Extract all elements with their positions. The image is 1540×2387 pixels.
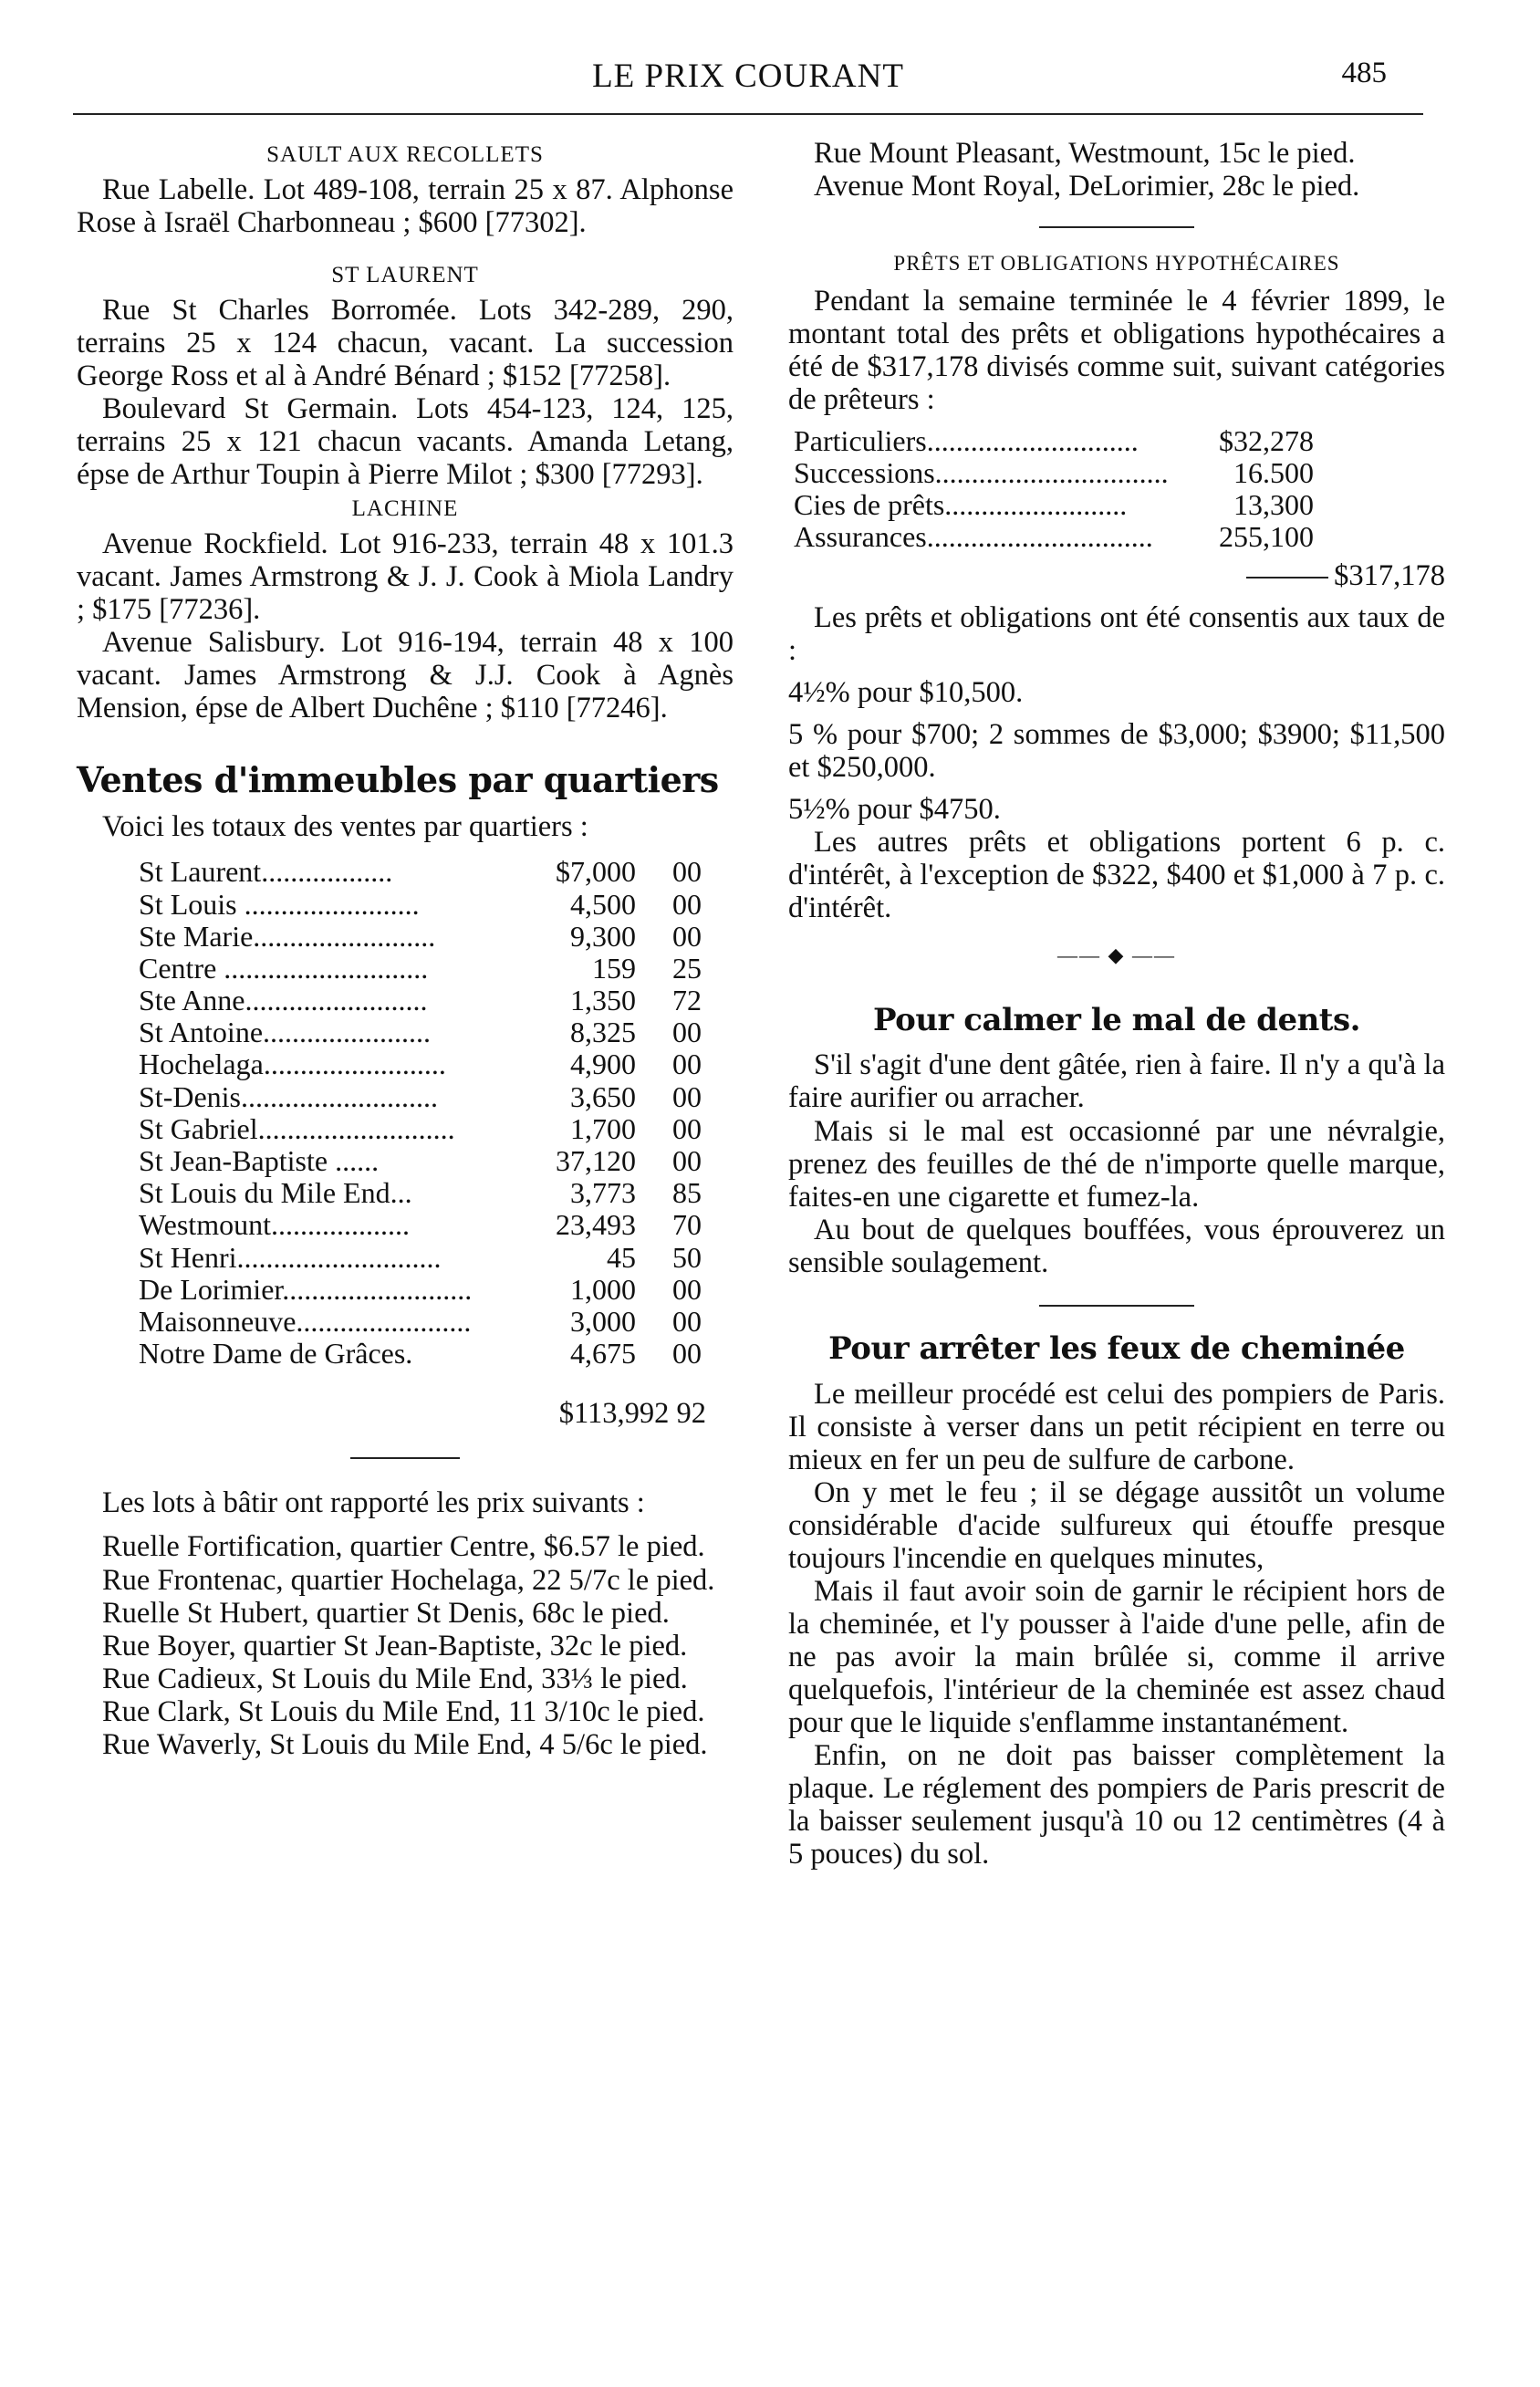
divider (1039, 226, 1194, 228)
district-cents: 25 (672, 951, 702, 985)
table-row (139, 1338, 702, 1370)
rate-line: 5 % pour $700; 2 sommes de $3,000; $3900; $11,500 et $250,000. (788, 717, 1445, 784)
district-amount: 1,000 (570, 1272, 636, 1306)
header-rule (73, 113, 1423, 115)
lender-category: Cies de prêts......................... (794, 488, 1128, 522)
district-name: St Louis du Mile End... (139, 1176, 412, 1210)
district-name: Notre Dame de Grâces. (139, 1337, 413, 1371)
journal-title: LE PRIX COURANT (592, 57, 904, 95)
district-cents: 85 (672, 1176, 702, 1210)
table-row (794, 521, 1314, 553)
district-amount: 3,000 (570, 1304, 636, 1338)
district-amount: 9,300 (570, 919, 636, 953)
paragraph: Boulevard St Germain. Lots 454-123, 124, 125, terrains 25 x 121 chacun vacants. Amanda Letang, épse de Arthur Toupin à Pierre Milot ; $300 [77293]. (77, 391, 734, 491)
divider (1039, 1305, 1194, 1307)
totals-table (139, 856, 702, 1370)
district-amount: 3,650 (570, 1079, 636, 1113)
district-name: Ste Marie......................... (139, 919, 436, 953)
district-name: Westmount................... (139, 1208, 410, 1242)
district-amount: 37,120 (556, 1144, 636, 1178)
district-amount: $7,000 (556, 855, 636, 889)
total-dash (1246, 577, 1328, 579)
district-cents: 00 (672, 1304, 702, 1338)
lot-entry: Ruelle Fortification, quartier Centre, $6.57 le pied. (102, 1530, 705, 1564)
table-row (139, 1177, 702, 1209)
district-name: St Louis ........................ (139, 887, 420, 921)
rate-line: 5½% pour $4750. (788, 793, 1001, 827)
district-cents: 70 (672, 1208, 702, 1242)
lender-category: Particuliers............................. (794, 423, 1139, 457)
lender-amount: 13,300 (1233, 488, 1314, 522)
district-cents: 72 (672, 984, 702, 1017)
district-cents: 50 (672, 1240, 702, 1274)
paragraph: Mais si le mal est occasionné par une névralgie, prenez des feuilles de thé de n'importe quelle marque, faites-en une cigarette et fumez-la. (788, 1114, 1445, 1214)
paragraph: Les autres prêts et obligations portent 6 p. c. d'intérêt, à l'exception de $322, $400 et $1,000 à 7 p. c. d'intérêt. (788, 826, 1445, 925)
table-row (139, 1016, 702, 1048)
right-column (788, 137, 1445, 1871)
district-cents: 00 (672, 1016, 702, 1049)
table-row (139, 889, 702, 921)
table-row (139, 1113, 702, 1145)
district-amount: 4,900 (570, 1048, 636, 1081)
paragraph: Mais il faut avoir soin de garnir le récipient hors de la cheminée, et l'y pousser à l'aide d'une pelle, afin de ne pas avoir la main brûlée si, comme il arrive quelquefois, l'intérieur de la cheminée est assez chaud pour que le liquide s'enflamme instantanément. (788, 1574, 1445, 1740)
district-name: St Henri............................ (139, 1240, 442, 1274)
paragraph: Rue St Charles Borromée. Lots 342-289, 290, terrains 25 x 124 chacun, vacant. La succession George Ross et al à André Bénard ; $152 [77258]. (77, 293, 734, 392)
lender-amount: $32,278 (1219, 423, 1314, 457)
lender-amount: 255,100 (1219, 520, 1314, 554)
paragraph: Au bout de quelques bouffées, vous éprouverez un sensible soulagement. (788, 1213, 1445, 1279)
district-cents: 00 (672, 1337, 702, 1371)
district-name: St Antoine....................... (139, 1016, 432, 1049)
district-name: St Laurent.................. (139, 855, 393, 889)
district-name: Ste Anne......................... (139, 984, 428, 1017)
lot-entry: Rue Cadieux, St Louis du Mile End, 33⅓ le pied. (102, 1662, 688, 1695)
lender-category: Assurances............................... (794, 520, 1153, 554)
paragraph: Les prêts et obligations ont été consentis aux taux de : (788, 600, 1445, 667)
ventes-title: Ventes d'immeubles par quartiers (77, 759, 719, 801)
lot-entry: Rue Boyer, quartier St Jean-Baptiste, 32c le pied. (102, 1629, 688, 1663)
lots-intro: Les lots à bâtir ont rapporté les prix suivants : (102, 1486, 645, 1520)
district-cents: 00 (672, 1048, 702, 1081)
district-amount: 4,500 (570, 887, 636, 921)
table-row (794, 425, 1314, 457)
paragraph: Le meilleur procédé est celui des pompiers de Paris. Il consiste à verser dans un petit récipient en terre ou mieux en fer un peu de sulfure de carbone. (788, 1377, 1445, 1476)
district-amount: 45 (607, 1240, 636, 1274)
table-row (139, 921, 702, 953)
district-amount: 3,773 (570, 1176, 636, 1210)
district-name: St Jean-Baptiste ...... (139, 1144, 380, 1178)
district-name: Centre ............................ (139, 951, 429, 985)
loans-table (794, 425, 1314, 554)
paragraph: Enfin, on ne doit pas baisser complètement la plaque. Le réglement des pompiers de Paris prescrit de la baisser seulement jusqu'à 10 ou 12 centimètres (4 à 5 pouces) du sol. (788, 1739, 1445, 1871)
table-row (139, 1209, 702, 1241)
table-row (139, 1242, 702, 1274)
district-cents: 00 (672, 1079, 702, 1113)
section-heading-prets: PRÊTS ET OBLIGATIONS HYPOTHÉCAIRES (893, 252, 1340, 276)
rate-line: 4½% pour $10,500. (788, 675, 1024, 709)
dents-title: Pour calmer le mal de dents. (872, 1001, 1360, 1038)
district-cents: 00 (672, 1111, 702, 1145)
district-name: St-Denis........................... (139, 1079, 438, 1113)
page-number: 485 (1341, 57, 1387, 89)
paragraph: S'il s'agit d'une dent gâtée, rien à faire. Il n'y a qu'à la faire aurifier ou arracher. (788, 1048, 1445, 1115)
loans-total: $317,178 (1334, 558, 1445, 592)
district-name: De Lorimier.......................... (139, 1272, 473, 1306)
district-amount: 1,350 (570, 984, 636, 1017)
paragraph: Pendant la semaine terminée le 4 février 1899, le montant total des prêts et obligations hypothécaires a été de $317,178 divisés comme suit, suivant catégories de prêteurs : (788, 284, 1445, 416)
divider (350, 1457, 460, 1459)
district-cents: 00 (672, 919, 702, 953)
paragraph: Rue Mount Pleasant, Westmount, 15c le pied. (814, 137, 1356, 170)
district-name: Hochelaga......................... (139, 1048, 446, 1081)
lot-entry: Rue Waverly, St Louis du Mile End, 4 5/6c le pied. (102, 1727, 708, 1761)
district-name: St Gabriel........................... (139, 1111, 455, 1145)
table-row (139, 985, 702, 1016)
district-amount: 4,675 (570, 1337, 636, 1371)
paragraph: Rue Labelle. Lot 489-108, terrain 25 x 87. Alphonse Rose à Israël Charbonneau ; $600 [77302]. (77, 172, 734, 239)
table-row (139, 1081, 702, 1113)
ventes-intro: Voici les totaux des ventes par quartiers : (102, 810, 588, 844)
section-heading-st-laurent: ST LAURENT (331, 262, 479, 287)
left-column (77, 137, 734, 1761)
section-heading-lachine: LACHINE (351, 496, 459, 521)
district-cents: 00 (672, 1144, 702, 1178)
paragraph: Avenue Salisbury. Lot 916-194, terrain 48 x 100 vacant. James Armstrong & J.J. Cook à Agnès Mension, épse de Albert Duchêne ; $110 [77246]. (77, 625, 734, 725)
paragraph: On y met le feu ; il se dégage aussitôt un volume considérable d'acide sulfureux qui étouffe presque toujours l'incendie en quelques minutes, (788, 1475, 1445, 1575)
page-header (73, 51, 1423, 106)
paragraph: Avenue Rockfield. Lot 916-233, terrain 48 x 101.3 vacant. James Armstrong & J. J. Cook à Miola Landry ; $175 [77236]. (77, 526, 734, 626)
district-amount: 159 (592, 951, 636, 985)
lot-entry: Rue Clark, St Louis du Mile End, 11 3/10c le pied. (102, 1694, 705, 1728)
table-row (139, 1145, 702, 1177)
table-row (139, 953, 702, 985)
district-amount: 8,325 (570, 1016, 636, 1049)
district-amount: 23,493 (556, 1208, 636, 1242)
lender-category: Successions................................ (794, 456, 1169, 490)
lot-entry: Rue Frontenac, quartier Hochelaga, 22 5/7c le pied. (102, 1563, 715, 1597)
section-heading-sault: SAULT AUX RECOLLETS (266, 142, 544, 167)
district-cents: 00 (672, 1272, 702, 1306)
loans-total-line (788, 559, 1445, 592)
paragraph: Avenue Mont Royal, DeLorimier, 28c le pied. (814, 170, 1360, 203)
grand-total: $113,992 92 (558, 1397, 706, 1431)
table-row (139, 1274, 702, 1306)
district-cents: 00 (672, 887, 702, 921)
lot-entry: Ruelle St Hubert, quartier St Denis, 68c le pied. (102, 1596, 670, 1630)
district-amount: 1,700 (570, 1111, 636, 1145)
ornament-divider: —— ◆ —— (1057, 943, 1176, 967)
table-row (139, 1306, 702, 1338)
table-row (794, 489, 1314, 521)
table-row (139, 856, 702, 888)
table-row (794, 457, 1314, 489)
table-row (139, 1048, 702, 1080)
district-cents: 00 (672, 855, 702, 889)
lender-amount: 16.500 (1233, 456, 1314, 490)
district-name: Maisonneuve........................ (139, 1304, 472, 1338)
feux-title: Pour arrêter les feux de cheminée (828, 1329, 1405, 1367)
